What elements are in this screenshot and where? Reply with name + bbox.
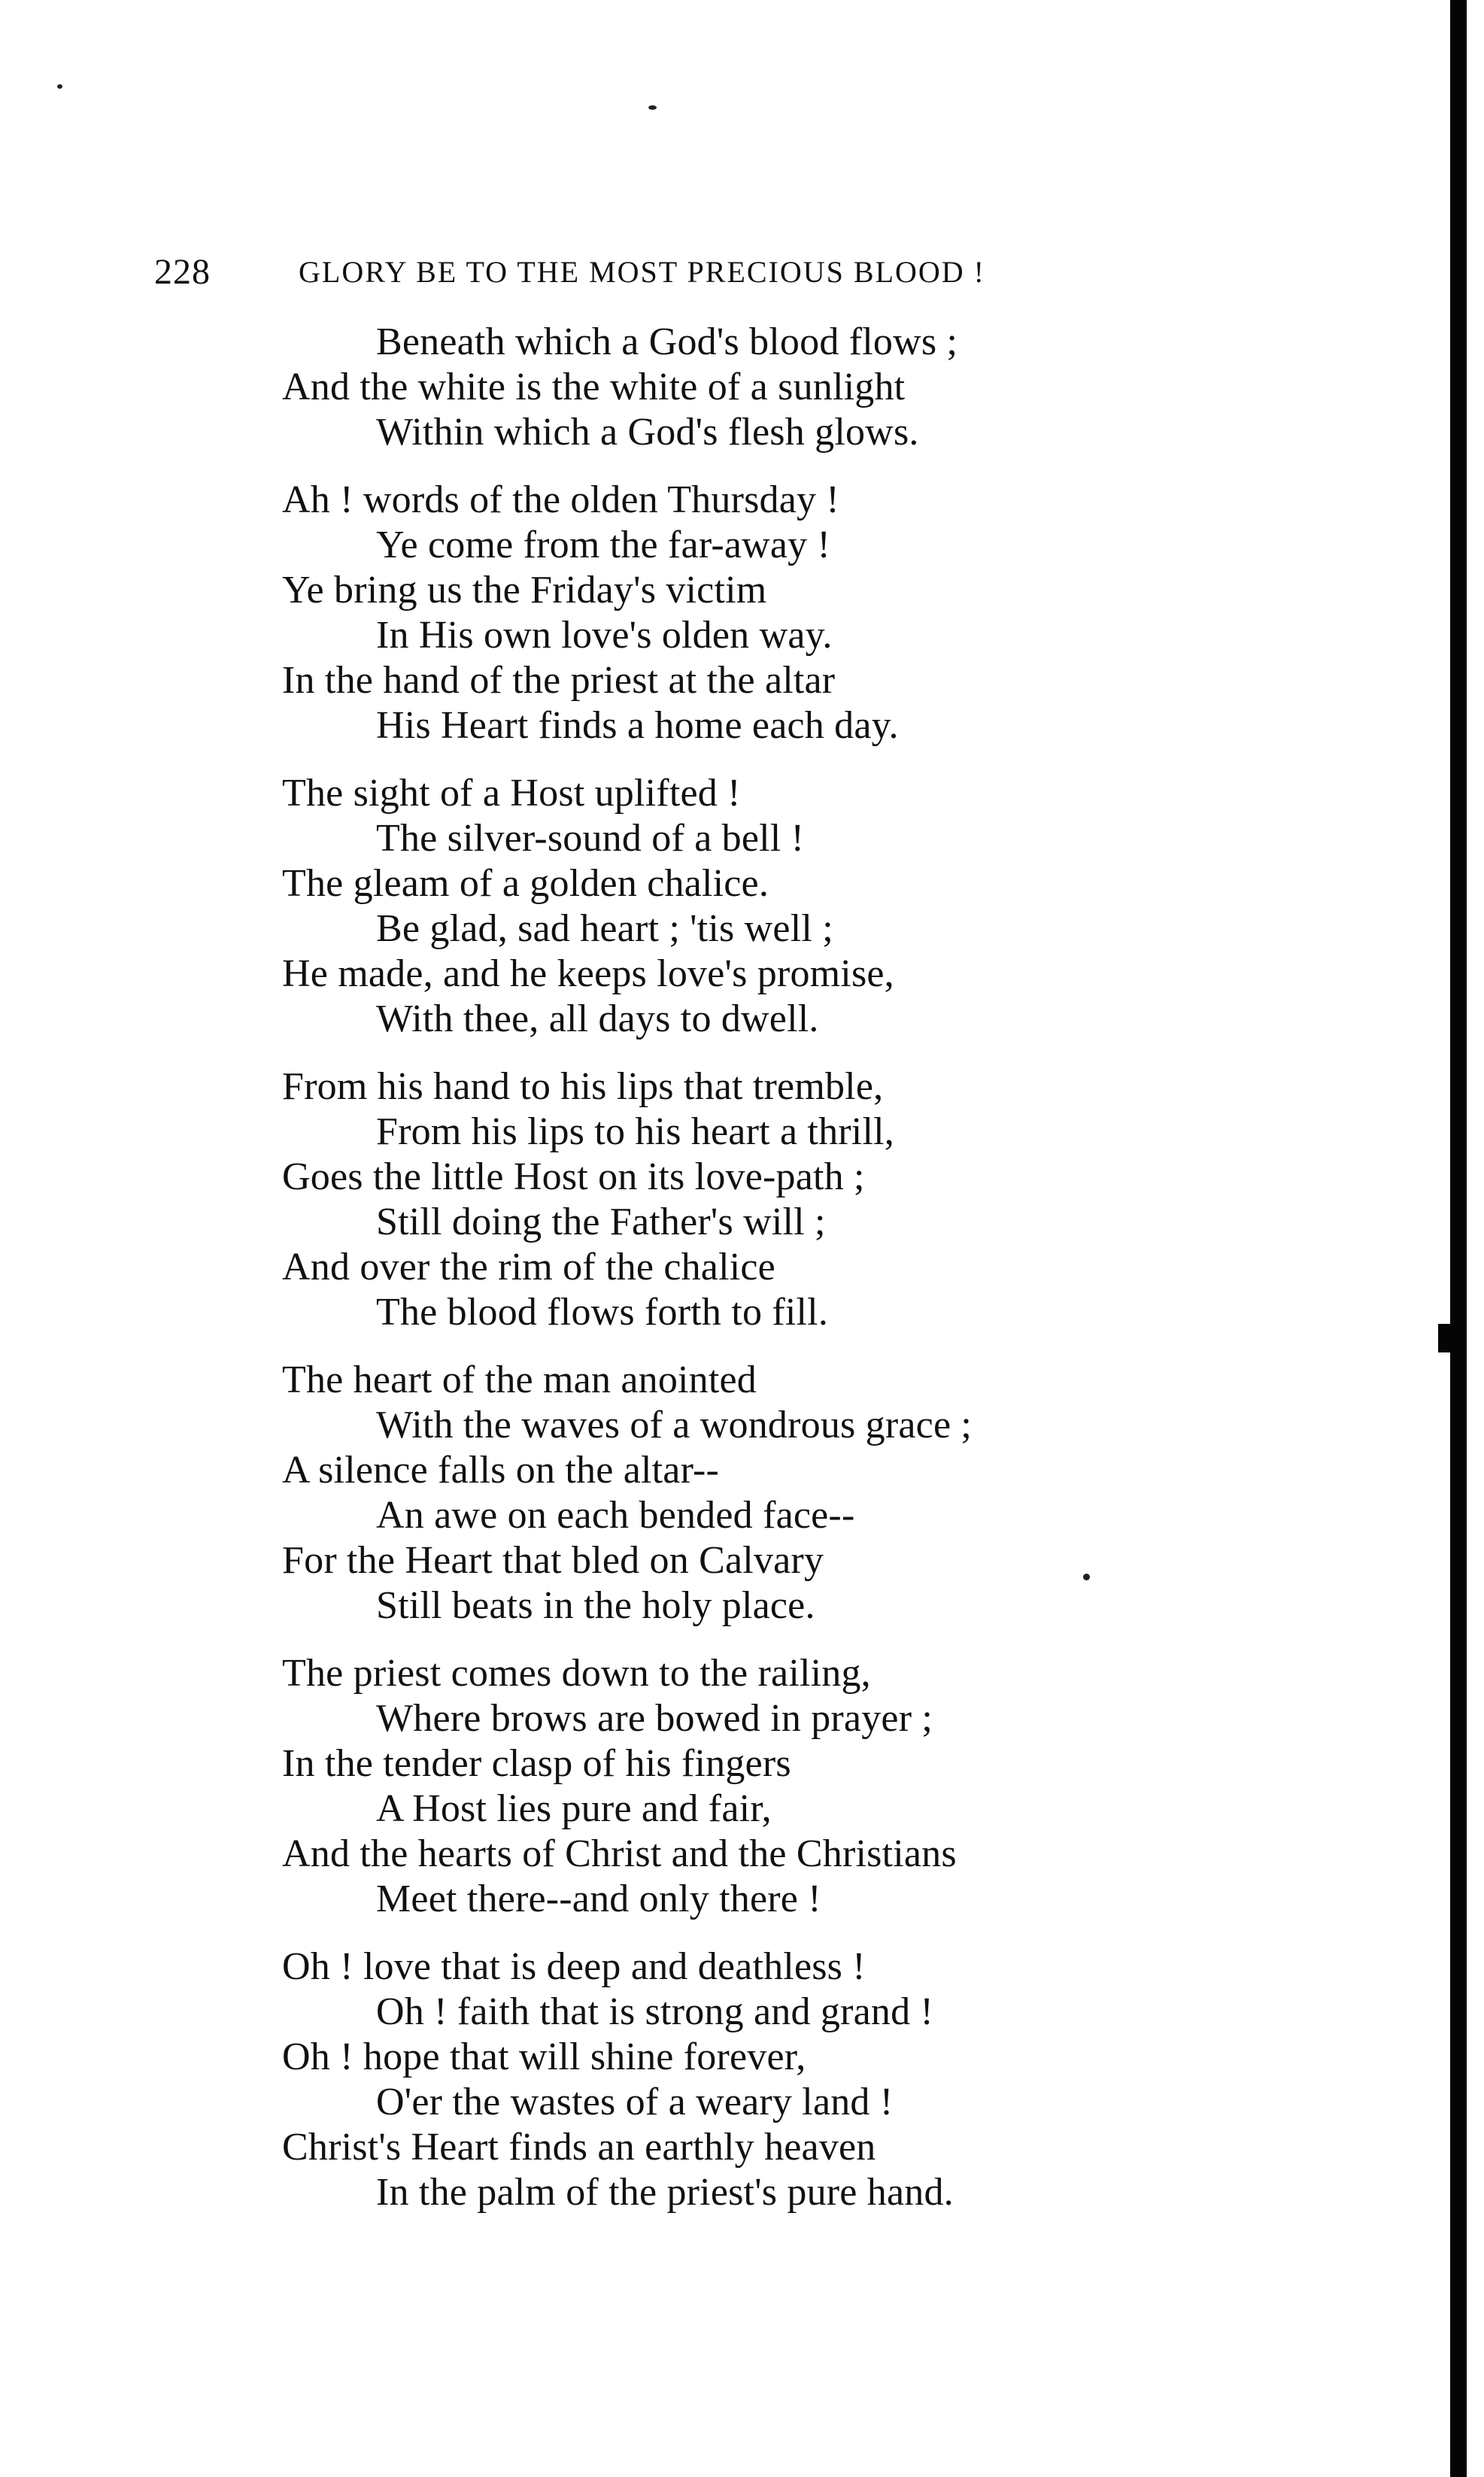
poem-line: Oh ! hope that will shine forever, [282, 2035, 806, 2078]
poem-line: Within which a God's flesh glows. [376, 411, 919, 454]
poem-line: The heart of the man anointed [282, 1358, 757, 1401]
poem-line: Meet there--and only there ! [376, 1877, 821, 1920]
running-head: GLORY BE TO THE MOST PRECIOUS BLOOD ! [299, 255, 985, 289]
poem-line: The silver-sound of a bell ! [376, 817, 805, 860]
poem-line: From his lips to his heart a thrill, [376, 1110, 894, 1153]
page-edge-mark [1438, 1324, 1452, 1352]
ink-speck [648, 105, 657, 110]
stanza [282, 320, 1162, 455]
poem-line: Ah ! words of the olden Thursday ! [282, 478, 839, 521]
poem-line: Oh ! faith that is strong and grand ! [376, 1990, 934, 2033]
poem-line: Oh ! love that is deep and deathless ! [282, 1945, 866, 1988]
page-number: 228 [154, 252, 211, 292]
poem-line: Be glad, sad heart ; 'tis well ; [376, 907, 833, 950]
poem-line: And the white is the white of a sunlight [282, 366, 906, 408]
stanza [282, 1944, 1162, 2215]
stanza [282, 771, 1162, 1042]
poem-line: Where brows are bowed in prayer ; [376, 1697, 933, 1740]
poem-line: O'er the wastes of a weary land ! [376, 2081, 894, 2123]
poem-line: In His own love's olden way. [376, 614, 833, 657]
ink-speck [57, 84, 62, 89]
poem-line: An awe on each bended face-- [376, 1494, 855, 1537]
poem-line: Still doing the Father's will ; [376, 1201, 826, 1243]
stanza [282, 1358, 1162, 1629]
poem-line: And the hearts of Christ and the Christians [282, 1832, 957, 1875]
poem-line: Ye bring us the Friday's victim [282, 569, 767, 612]
poem-line: In the hand of the priest at the altar [282, 659, 836, 702]
poem-line: A Host lies pure and fair, [376, 1787, 772, 1830]
poem-line: Beneath which a God's blood flows ; [376, 320, 958, 363]
poem-line: A silence falls on the altar-- [282, 1449, 720, 1492]
poem-line: For the Heart that bled on Calvary [282, 1539, 824, 1582]
stanza [282, 1064, 1162, 1335]
poem-line: With thee, all days to dwell. [376, 997, 819, 1040]
poem-line: The blood flows forth to fill. [376, 1291, 829, 1334]
stanza [282, 1651, 1162, 1922]
stanza [282, 478, 1162, 748]
page-edge-rule [1450, 0, 1467, 2477]
poem-line: In the palm of the priest's pure hand. [376, 2171, 954, 2214]
poem-line: Goes the little Host on its love-path ; [282, 1155, 865, 1198]
page-header [154, 248, 1132, 296]
poem-line: He made, and he keeps love's promise, [282, 952, 894, 995]
poem-line: In the tender clasp of his fingers [282, 1742, 791, 1785]
poem-line: His Heart finds a home each day. [376, 704, 899, 747]
poem-line: From his hand to his lips that tremble, [282, 1065, 884, 1108]
poem-line: And over the rim of the chalice [282, 1246, 775, 1289]
poem-body [282, 320, 1162, 2238]
poem-line: Ye come from the far-away ! [376, 524, 831, 566]
poem-line: The gleam of a golden chalice. [282, 862, 769, 905]
poem-line: With the waves of a wondrous grace ; [376, 1404, 973, 1446]
poem-line: The priest comes down to the railing, [282, 1652, 871, 1695]
poem-line: Still beats in the holy place. [376, 1584, 815, 1627]
poem-line: The sight of a Host uplifted ! [282, 772, 741, 815]
poem-line: Christ's Heart finds an earthly heaven [282, 2126, 876, 2169]
